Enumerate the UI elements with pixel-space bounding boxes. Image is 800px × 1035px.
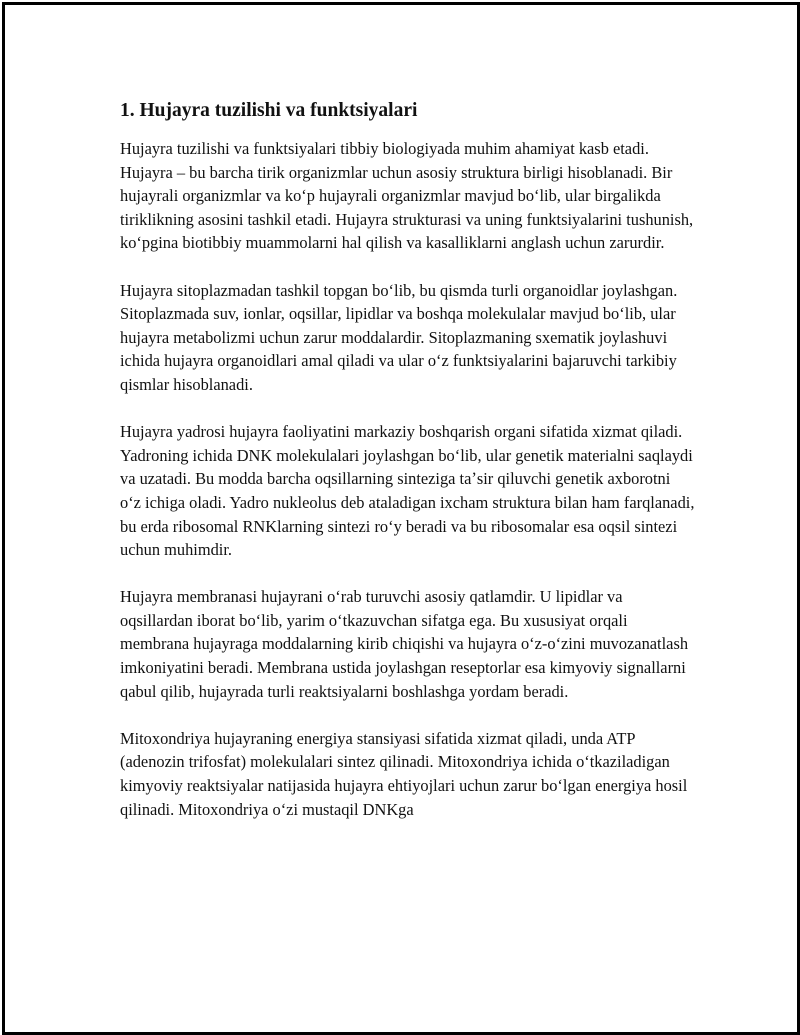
section-heading: 1. Hujayra tuzilishi va funktsiyalari [120,100,418,121]
paragraph-cell-structure: Hujayra tuzilishi va funktsiyalari tibbiy biologiyada muhim ahamiyat kasb etadi. Hujayra – bu barcha tirik organizmlar uchun asosiy struktura birligi hisoblanadi. Bir hujayrali organizmlar va koʻp hujayrali organizmlar mavjud boʻlib, ular birgalikda tiriklikning asosini tashkil etadi. Hujayra strukturasi va uning funktsiyalarini tushunish, koʻpgina biotibbiy muammolarni hal qilish va kasalliklarni anglash uchun zarurdir. [120,139,694,253]
page-frame [2,2,800,1035]
paragraph-cytoplasm: Hujayra sitoplazmadan tashkil topgan boʻlib, bu qismda turli organoidlar joylashgan. Sitoplazmada suv, ionlar, oqsillar, lipidlar va boshqa molekulalar mavjud boʻlib, ular hujayra metabolizmi uchun zarur moddalardir. Sitoplazmaning sxematik joylashuvi ichida hujayra organoidlari amal qiladi va ular oʻz funktsiyalarini bajaruvchi tarkibiy qismlar hisoblanadi. [120,280,678,394]
paragraph-membrane: Hujayra membranasi hujayrani oʻrab turuvchi asosiy qatlamdir. U lipidlar va oqsillardan iborat boʻlib, yarim oʻtkazuvchan sifatga ega. Bu xususiyat orqali membrana hujayraga moddalarning kirib chiqishi va hujayra oʻz-oʻzini muvozanatlash imkoniyatini beradi. Membrana ustida joylashgan reseptorlar esa kimyoviy signallarni qabul qilib, hujayrada turli reaktsiyalarni boshlashga yordam beradi. [120,587,689,701]
document-body [120,97,695,845]
paragraph-mitochondria: Mitoxondriya hujayraning energiya stansiyasi sifatida xizmat qiladi, unda ATP (adenozin trifosfat) molekulalari sintez qilinadi. Mitoxondriya ichida oʻtkaziladigan kimyoviy reaktsiyalar natijasida hujayra ehtiyojlari uchun zarur boʻlgan energiya hosil qilinadi. Mitoxondriya oʻzi mustaqil DNKga [120,728,688,819]
paragraph-nucleus: Hujayra yadrosi hujayra faoliyatini markaziy boshqarish organi sifatida xizmat qiladi. Yadroning ichida DNK molekulalari joylashgan boʻlib, ular genetik materialni saqlaydi va uzatadi. Bu modda barcha oqsillarning sinteziga taʼsir qiluvchi genetik axborotni oʻz ichiga oladi. Yadro nukleolus deb ataladigan ixcham struktura bilan ham farqlanadi, bu erda ribosomal RNKlarning sintezi roʻy beradi va bu ribosomalar esa oqsil sintezi uchun muhimdir. [120,422,695,560]
